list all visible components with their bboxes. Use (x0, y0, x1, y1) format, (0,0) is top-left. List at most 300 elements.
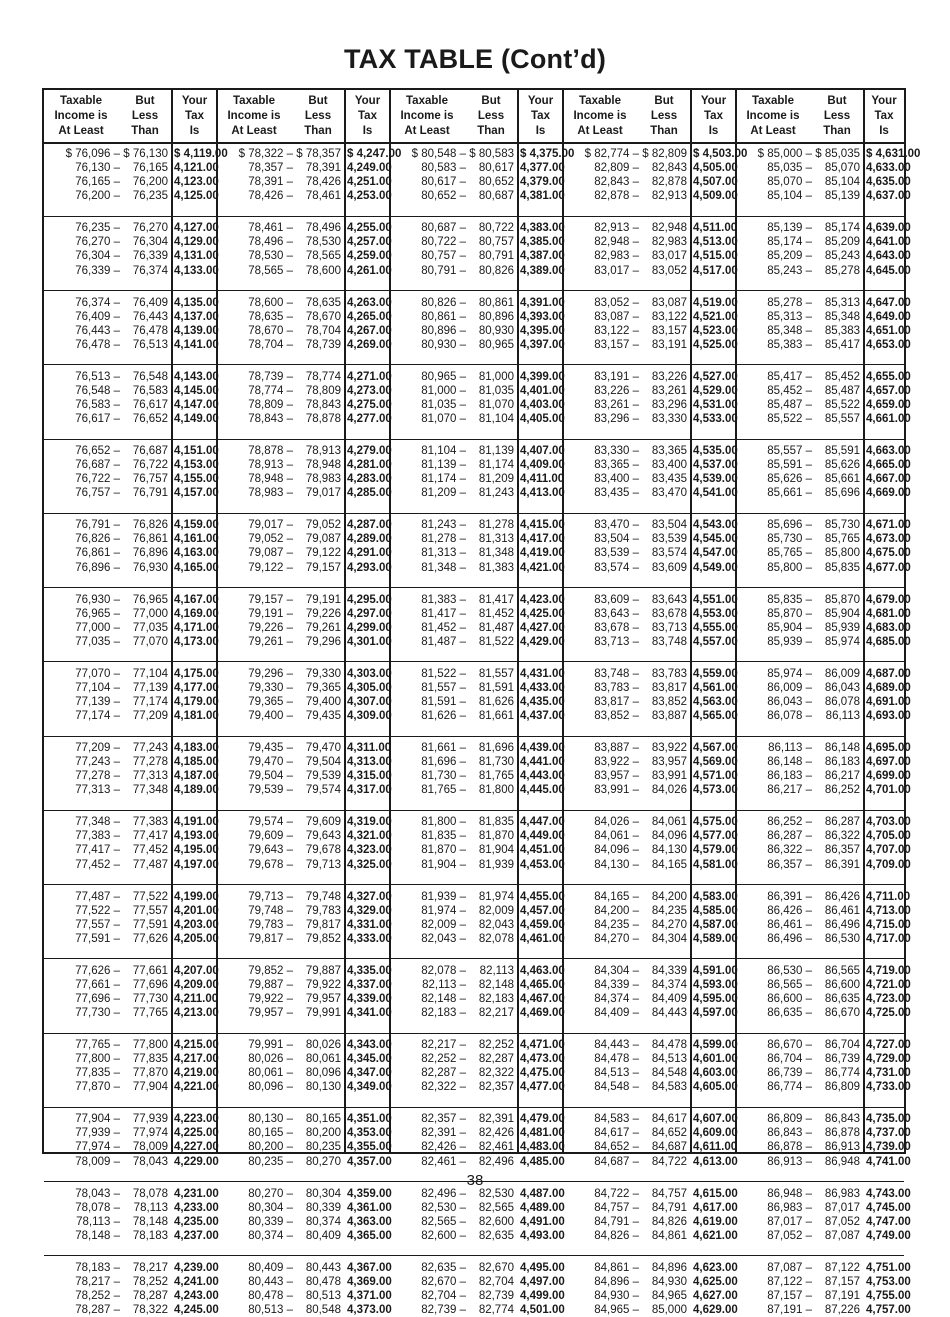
your-tax-cell: 4,743.00 (866, 1187, 911, 1200)
tax-column-separator (171, 90, 173, 1152)
income-at-least-cell: 84,583 – (594, 1113, 639, 1126)
but-less-than-cell: 81,452 (478, 607, 514, 620)
but-less-than-cell: 81,765 (478, 770, 514, 783)
your-tax-cell: 4,645.00 (866, 264, 911, 277)
income-at-least-cell: 82,913 – (594, 222, 639, 235)
your-tax-cell: 4,489.00 (520, 1201, 565, 1214)
your-tax-cell: 4,501.00 (520, 1304, 565, 1317)
income-at-least-cell: 76,270 – (75, 236, 120, 249)
income-at-least-cell: 78,252 – (75, 1289, 120, 1302)
income-at-least-cell: 85,800 – (767, 561, 812, 574)
but-less-than-cell: 85,417 (824, 338, 860, 351)
header-line: Income is (227, 110, 281, 122)
your-tax-cell: 4,395.00 (520, 324, 565, 337)
but-less-than-cell: 77,348 (132, 784, 168, 797)
income-at-least-cell: 86,739 – (767, 1067, 812, 1080)
but-less-than-cell: 79,887 (305, 964, 341, 977)
block-divider (44, 958, 904, 959)
your-tax-cell: 4,367.00 (347, 1261, 392, 1274)
income-at-least-cell: 86,391 – (767, 890, 812, 903)
your-tax-cell: 4,497.00 (520, 1275, 565, 1288)
income-at-least-cell: 83,365 – (594, 459, 639, 472)
but-less-than-cell: 77,696 (132, 978, 168, 991)
your-tax-cell: 4,257.00 (347, 236, 392, 249)
income-at-least-cell: 82,635 – (421, 1261, 466, 1274)
your-tax-cell: 4,541.00 (693, 487, 738, 500)
income-at-least-cell: 85,104 – (767, 190, 812, 203)
your-tax-cell: 4,417.00 (520, 533, 565, 546)
but-less-than-cell: 86,009 (824, 667, 860, 680)
but-less-than-cell: 77,243 (132, 742, 168, 754)
income-at-least-cell: 85,835 – (767, 593, 812, 606)
income-at-least-cell: 77,870 – (75, 1081, 120, 1094)
your-tax-cell: 4,543.00 (693, 519, 738, 532)
income-at-least-cell: 86,322 – (767, 844, 812, 857)
header-income-at-least (390, 94, 464, 140)
but-less-than-cell: 83,574 (651, 547, 687, 560)
your-tax-cell: 4,263.00 (347, 296, 392, 309)
but-less-than-cell: 84,791 (651, 1201, 687, 1214)
your-tax-cell: 4,689.00 (866, 681, 911, 694)
income-at-least-cell: 79,191 – (248, 607, 293, 620)
but-less-than-cell: 78,252 (132, 1275, 168, 1288)
income-at-least-cell: 83,191 – (594, 370, 639, 383)
but-less-than-cell: 85,835 (824, 561, 860, 574)
but-less-than-cell: 85,696 (824, 487, 860, 500)
income-at-least-cell: 79,087 – (248, 547, 293, 560)
income-at-least-cell: 81,904 – (421, 858, 466, 871)
but-less-than-cell: 84,513 (651, 1053, 687, 1066)
income-at-least-cell: 80,165 – (248, 1127, 293, 1140)
your-tax-cell: 4,553.00 (693, 607, 738, 620)
your-tax-cell: 4,411.00 (520, 473, 565, 486)
income-at-least-cell: 81,209 – (421, 487, 466, 500)
but-less-than-cell: 80,096 (305, 1067, 341, 1080)
income-at-least-cell: 76,513 – (75, 370, 120, 383)
but-less-than-cell: 80,061 (305, 1053, 341, 1066)
your-tax-cell: 4,615.00 (693, 1187, 738, 1200)
income-at-least-cell: 79,435 – (248, 742, 293, 754)
block-divider (44, 884, 904, 885)
but-less-than-cell: 82,600 (478, 1215, 514, 1228)
your-tax-cell: 4,707.00 (866, 844, 911, 857)
your-tax-cell: 4,757.00 (866, 1304, 911, 1317)
but-less-than-cell: 85,800 (824, 547, 860, 560)
your-tax-cell: 4,131.00 (174, 250, 219, 263)
income-at-least-cell: 85,452 – (767, 384, 812, 397)
your-tax-cell: 4,147.00 (174, 398, 219, 411)
your-tax-cell: 4,565.00 (693, 710, 738, 723)
but-less-than-cell: 84,130 (651, 844, 687, 857)
income-at-least-cell: 81,939 – (421, 890, 466, 903)
income-at-least-cell: 77,383 – (75, 830, 120, 843)
your-tax-cell: 4,485.00 (520, 1155, 565, 1168)
your-tax-cell: 4,737.00 (866, 1127, 911, 1140)
your-tax-cell: 4,609.00 (693, 1127, 738, 1140)
header-income-at-least (736, 94, 810, 140)
income-at-least-cell: 84,896 – (594, 1275, 639, 1288)
your-tax-cell: 4,203.00 (174, 918, 219, 931)
but-less-than-cell: 83,261 (651, 384, 687, 397)
your-tax-cell: 4,555.00 (693, 621, 738, 634)
but-less-than-cell: 81,730 (478, 756, 514, 769)
your-tax-cell: 4,157.00 (174, 487, 219, 500)
income-at-least-cell: 82,878 – (594, 190, 639, 203)
your-tax-cell: 4,389.00 (520, 264, 565, 277)
income-at-least-cell: 79,017 – (248, 519, 293, 532)
your-tax-cell: 4,683.00 (866, 621, 911, 634)
but-less-than-cell: 82,113 (479, 964, 514, 977)
your-tax-cell: 4,423.00 (520, 593, 565, 606)
but-less-than-cell: 80,478 (305, 1275, 341, 1288)
your-tax-cell: 4,309.00 (347, 710, 392, 723)
your-tax-cell: 4,617.00 (693, 1201, 738, 1214)
but-less-than-cell: 79,991 (305, 1007, 341, 1020)
your-tax-cell: 4,255.00 (347, 222, 392, 235)
income-at-least-cell: 78,357 – (248, 162, 293, 175)
your-tax-cell: 4,405.00 (520, 413, 565, 426)
but-less-than-cell: 84,304 (651, 932, 687, 945)
but-less-than-cell: 77,104 (132, 667, 168, 680)
income-at-least-cell: 81,696 – (421, 756, 466, 769)
income-at-least-cell: 77,661 – (75, 978, 120, 991)
but-less-than-cell: 79,470 (305, 742, 341, 754)
your-tax-cell: 4,431.00 (520, 667, 565, 680)
but-less-than-cell: 77,557 (132, 904, 168, 917)
income-at-least-cell: 78,496 – (248, 236, 293, 249)
but-less-than-cell: 76,617 (132, 398, 168, 411)
your-tax-cell: 4,197.00 (174, 858, 219, 871)
income-at-least-cell: 84,826 – (594, 1229, 639, 1242)
but-less-than-cell: 76,791 (132, 487, 168, 500)
block-divider (44, 810, 904, 811)
but-less-than-cell: 86,565 (824, 964, 860, 977)
but-less-than-cell: 86,600 (824, 978, 860, 991)
but-less-than-cell: 76,409 (132, 296, 168, 309)
but-less-than-cell: 86,183 (824, 756, 860, 769)
your-tax-cell: 4,667.00 (866, 473, 911, 486)
income-at-least-cell: 84,722 – (594, 1187, 639, 1200)
but-less-than-cell: 81,487 (478, 621, 514, 634)
but-less-than-cell: 85,487 (824, 384, 860, 397)
income-at-least-cell: 77,626 – (75, 964, 120, 977)
income-at-least-cell: 76,165 – (75, 176, 120, 189)
income-at-least-cell: 77,904 – (75, 1113, 120, 1126)
but-less-than-cell: 78,913 (305, 445, 341, 457)
income-at-least-cell: 76,757 – (75, 487, 120, 500)
but-less-than-cell: 86,983 (824, 1187, 860, 1200)
header-line: Less (304, 110, 332, 122)
income-at-least-cell: 84,200 – (594, 904, 639, 917)
column-group-separator (389, 90, 391, 1152)
your-tax-cell: 4,211.00 (174, 992, 219, 1005)
your-tax-cell: 4,295.00 (347, 593, 392, 606)
but-less-than-cell: 86,843 (824, 1113, 860, 1126)
income-at-least-cell: 84,409 – (594, 1007, 639, 1020)
your-tax-cell: 4,445.00 (520, 784, 565, 797)
header-line: Than (304, 125, 332, 137)
but-less-than-cell: 77,035 (132, 621, 168, 634)
your-tax-cell: 4,665.00 (866, 459, 911, 472)
income-at-least-cell: 82,704 – (421, 1289, 466, 1302)
header-line: Your (700, 95, 727, 107)
income-at-least-cell: 83,226 – (594, 384, 639, 397)
income-at-least-cell: 81,974 – (421, 904, 466, 917)
income-at-least-cell: 80,791 – (421, 264, 466, 277)
your-tax-cell: 4,421.00 (520, 561, 565, 574)
your-tax-cell: 4,443.00 (520, 770, 565, 783)
but-less-than-cell: 87,122 (824, 1261, 860, 1274)
but-less-than-cell: 81,870 (478, 830, 514, 843)
but-less-than-cell: 83,087 (651, 296, 687, 309)
income-at-least-cell: 84,443 – (594, 1039, 639, 1051)
but-less-than-cell: 82,009 (478, 904, 514, 917)
header-line: Tax (874, 110, 894, 122)
income-at-least-cell: 77,835 – (75, 1067, 120, 1080)
income-at-least-cell: 85,626 – (767, 473, 812, 486)
your-tax-cell: 4,711.00 (866, 890, 911, 903)
but-less-than-cell: 86,774 (824, 1067, 860, 1080)
income-at-least-cell: 76,409 – (75, 310, 120, 323)
but-less-than-cell: 78,322 (132, 1304, 168, 1317)
income-at-least-cell: 83,922 – (594, 756, 639, 769)
your-tax-cell: 4,161.00 (174, 533, 219, 546)
but-less-than-cell: 80,861 (478, 296, 514, 309)
your-tax-cell: 4,639.00 (866, 222, 911, 235)
income-at-least-cell: 85,730 – (767, 533, 812, 546)
income-at-least-cell: 83,887 – (594, 742, 639, 754)
but-less-than-cell: 76,548 (132, 370, 168, 383)
your-tax-cell: 4,535.00 (693, 445, 738, 457)
but-less-than-cell: 86,878 (824, 1127, 860, 1140)
your-tax-cell: 4,153.00 (174, 459, 219, 472)
your-tax-cell: 4,419.00 (520, 547, 565, 560)
but-less-than-cell: 86,461 (824, 904, 860, 917)
tax-column-separator (344, 90, 346, 1152)
but-less-than-cell: 83,991 (651, 770, 687, 783)
your-tax-cell: 4,167.00 (174, 593, 219, 606)
income-at-least-cell: 81,765 – (421, 784, 466, 797)
but-less-than-cell: 83,678 (651, 607, 687, 620)
income-at-least-cell: 85,139 – (767, 222, 812, 235)
income-at-least-cell: 87,052 – (767, 1229, 812, 1242)
but-less-than-cell: 87,017 (824, 1201, 860, 1214)
your-tax-cell: 4,649.00 (866, 310, 911, 323)
but-less-than-cell: 83,887 (651, 710, 687, 723)
income-at-least-cell: 85,313 – (767, 310, 812, 323)
your-tax-cell: 4,335.00 (347, 964, 392, 977)
your-tax-cell: 4,647.00 (866, 296, 911, 309)
your-tax-cell: 4,219.00 (174, 1067, 219, 1080)
header-but-less-than (291, 94, 345, 140)
income-at-least-cell: 84,548 – (594, 1081, 639, 1094)
your-tax-cell: 4,687.00 (866, 667, 911, 680)
your-tax-cell: 4,207.00 (174, 964, 219, 977)
but-less-than-cell: 77,209 (132, 710, 168, 723)
your-tax-cell: 4,173.00 (174, 635, 219, 648)
income-at-least-cell: 77,696 – (75, 992, 120, 1005)
income-at-least-cell: 80,409 – (248, 1261, 293, 1274)
your-tax-cell: 4,549.00 (693, 561, 738, 574)
your-tax-cell: 4,239.00 (174, 1261, 219, 1274)
but-less-than-cell: 87,226 (824, 1304, 860, 1317)
income-at-least-cell: 77,209 – (75, 742, 120, 754)
but-less-than-cell: 86,426 (824, 890, 860, 903)
income-at-least-cell: 82,983 – (594, 250, 639, 263)
but-less-than-cell: 82,252 (478, 1039, 514, 1051)
your-tax-cell: 4,259.00 (347, 250, 392, 263)
but-less-than-cell: 80,826 (478, 264, 514, 277)
but-less-than-cell: 83,157 (651, 324, 687, 337)
your-tax-cell: 4,531.00 (693, 398, 738, 411)
income-at-least-cell: 83,052 – (594, 296, 639, 309)
but-less-than-cell: 82,357 (478, 1081, 514, 1094)
but-less-than-cell: 84,200 (651, 890, 687, 903)
header-line: But (308, 95, 328, 107)
income-at-least-cell: 82,148 – (421, 992, 466, 1005)
your-tax-cell: 4,755.00 (866, 1289, 911, 1302)
your-tax-cell: 4,397.00 (520, 338, 565, 351)
header-line: Income is (400, 110, 454, 122)
but-less-than-cell: 86,739 (824, 1053, 860, 1066)
header-line: Is (189, 125, 200, 137)
but-less-than-cell: 84,026 (651, 784, 687, 797)
your-tax-cell: 4,727.00 (866, 1039, 911, 1051)
your-tax-cell: 4,425.00 (520, 607, 565, 620)
but-less-than-cell: 86,635 (824, 992, 860, 1005)
your-tax-cell: 4,453.00 (520, 858, 565, 871)
but-less-than-cell: 77,800 (132, 1039, 168, 1051)
your-tax-cell: 4,331.00 (347, 918, 392, 931)
but-less-than-cell: 77,139 (132, 681, 168, 694)
income-at-least-cell: 83,504 – (594, 533, 639, 546)
your-tax-cell: 4,267.00 (347, 324, 392, 337)
income-at-least-cell: 85,487 – (767, 398, 812, 411)
income-at-least-cell: 81,626 – (421, 710, 466, 723)
but-less-than-cell: 80,930 (478, 324, 514, 337)
your-tax-cell: 4,633.00 (866, 162, 911, 175)
but-less-than-cell: 84,270 (651, 918, 687, 931)
income-at-least-cell: 79,122 – (248, 561, 293, 574)
your-tax-cell: 4,713.00 (866, 904, 911, 917)
but-less-than-cell: 82,565 (478, 1201, 514, 1214)
income-at-least-cell: 84,270 – (594, 932, 639, 945)
income-at-least-cell: 81,383 – (421, 593, 466, 606)
income-at-least-cell: 78,530 – (248, 250, 293, 263)
but-less-than-cell: 79,609 (305, 816, 341, 829)
your-tax-cell: 4,659.00 (866, 398, 911, 411)
your-tax-cell: $ 4,503.00 (693, 148, 748, 160)
header-line: But (481, 95, 501, 107)
income-at-least-cell: 81,591 – (421, 695, 466, 708)
your-tax-cell: 4,429.00 (520, 635, 565, 648)
your-tax-cell: 4,403.00 (520, 398, 565, 411)
income-at-least-cell: 85,904 – (767, 621, 812, 634)
income-at-least-cell: 85,557 – (767, 445, 812, 457)
but-less-than-cell: 82,322 (478, 1067, 514, 1080)
but-less-than-cell: 82,426 (478, 1127, 514, 1140)
block-divider (44, 290, 904, 291)
your-tax-cell: 4,729.00 (866, 1053, 911, 1066)
but-less-than-cell: 79,191 (305, 593, 341, 606)
block-divider (44, 216, 904, 217)
your-tax-cell: 4,383.00 (520, 222, 565, 235)
but-less-than-cell: 85,000 (651, 1304, 687, 1317)
your-tax-cell: 4,587.00 (693, 918, 738, 931)
income-at-least-cell: 78,983 – (248, 487, 293, 500)
your-tax-cell: 4,581.00 (693, 858, 738, 871)
your-tax-cell: 4,703.00 (866, 816, 911, 829)
income-at-least-cell: 86,600 – (767, 992, 812, 1005)
but-less-than-cell: 85,313 (824, 296, 860, 309)
income-at-least-cell: 79,157 – (248, 593, 293, 606)
income-at-least-cell: 78,148 – (75, 1229, 120, 1242)
your-tax-cell: 4,149.00 (174, 413, 219, 426)
income-at-least-cell: 79,713 – (248, 890, 293, 903)
but-less-than-cell: 79,052 (305, 519, 341, 532)
income-at-least-cell: 79,991 – (248, 1039, 293, 1051)
income-at-least-cell: 83,783 – (594, 681, 639, 694)
your-tax-cell: 4,519.00 (693, 296, 738, 309)
income-at-least-cell: 84,374 – (594, 992, 639, 1005)
income-at-least-cell: 86,530 – (767, 964, 812, 977)
your-tax-cell: 4,283.00 (347, 473, 392, 486)
your-tax-cell: 4,297.00 (347, 607, 392, 620)
income-at-least-cell: 81,243 – (421, 519, 466, 532)
your-tax-cell: 4,353.00 (347, 1127, 392, 1140)
your-tax-cell: $ 4,119.00 (174, 148, 228, 160)
your-tax-cell: 4,249.00 (347, 162, 392, 175)
but-less-than-cell: 85,591 (824, 445, 860, 457)
header-line: Less (477, 110, 505, 122)
but-less-than-cell: 78,461 (305, 190, 341, 203)
income-at-least-cell: 80,896 – (421, 324, 466, 337)
your-tax-cell: 4,409.00 (520, 459, 565, 472)
income-at-least-cell: 84,235 – (594, 918, 639, 931)
income-at-least-cell: 84,652 – (594, 1141, 639, 1154)
income-at-least-cell: 83,991 – (594, 784, 639, 797)
but-less-than-cell: 86,322 (824, 830, 860, 843)
your-tax-cell: 4,315.00 (347, 770, 392, 783)
header-line: Tax (358, 110, 377, 122)
your-tax-cell: 4,723.00 (866, 992, 911, 1005)
but-less-than-cell: 80,339 (305, 1201, 341, 1214)
income-at-least-cell: 80,443 – (248, 1275, 293, 1288)
income-at-least-cell: 82,078 – (421, 964, 466, 977)
income-at-least-cell: 81,800 – (421, 816, 466, 829)
but-less-than-cell: 83,296 (651, 398, 687, 411)
your-tax-cell: 4,749.00 (866, 1229, 911, 1242)
but-less-than-cell: 83,470 (651, 487, 687, 500)
your-tax-cell: 4,517.00 (693, 264, 738, 277)
but-less-than-cell: 81,557 (478, 667, 514, 680)
but-less-than-cell: 83,226 (651, 370, 687, 383)
but-less-than-cell: 77,383 (132, 816, 168, 829)
income-at-least-cell: 82,009 – (421, 918, 466, 931)
but-less-than-cell: 79,922 (305, 978, 341, 991)
but-less-than-cell: 84,443 (651, 1007, 687, 1020)
income-at-least-cell: 82,426 – (421, 1141, 466, 1154)
your-tax-cell: 4,205.00 (174, 932, 219, 945)
your-tax-cell: 4,391.00 (520, 296, 565, 309)
income-at-least-cell: 78,078 – (75, 1201, 120, 1214)
but-less-than-cell: 85,139 (824, 190, 860, 203)
your-tax-cell: 4,441.00 (520, 756, 565, 769)
income-at-least-cell: 77,452 – (75, 858, 120, 871)
income-at-least-cell: 86,078 – (767, 710, 812, 723)
income-at-least-cell: 86,983 – (767, 1201, 812, 1214)
your-tax-cell: 4,323.00 (347, 844, 392, 857)
